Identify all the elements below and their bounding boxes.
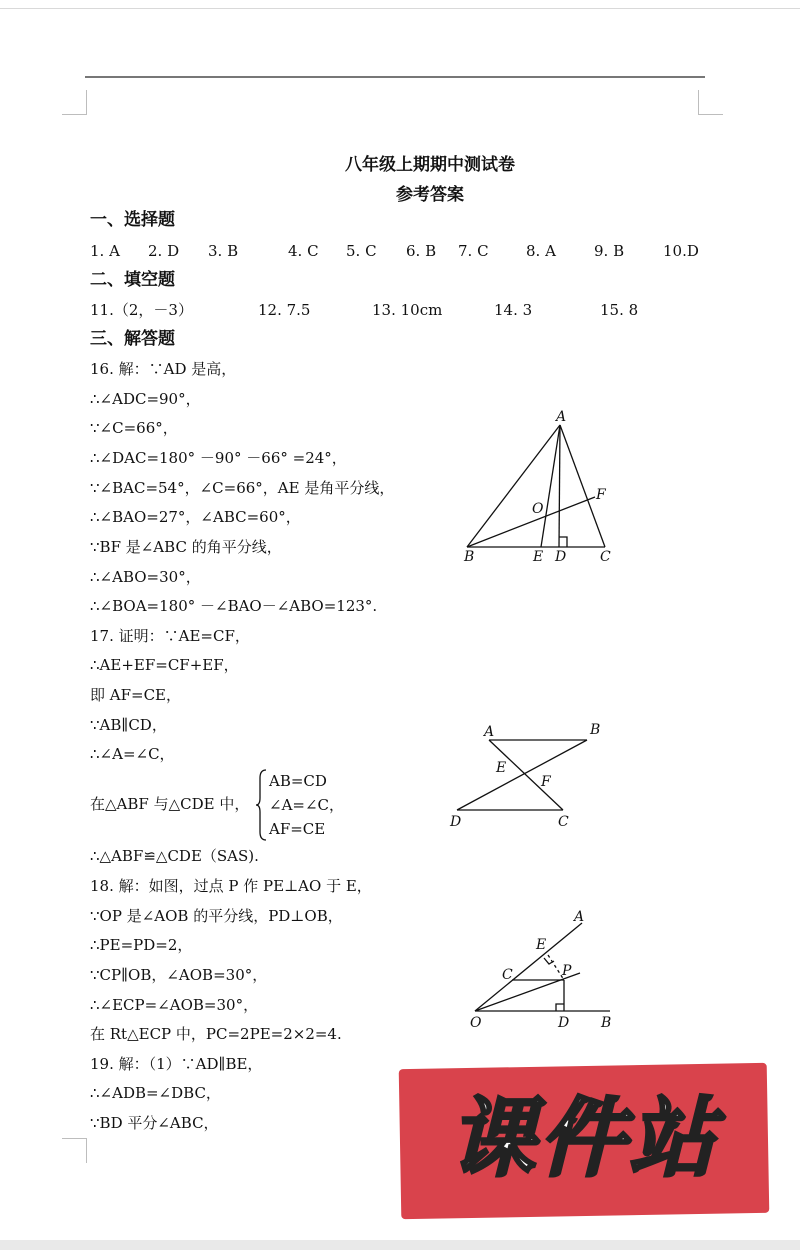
label-a: A xyxy=(484,724,495,740)
figure-triangle-abc xyxy=(455,405,625,570)
label-b: B xyxy=(601,1015,612,1031)
answer: 13. 10cm xyxy=(372,301,443,319)
answer: 1. A xyxy=(90,242,120,260)
q16-line: ∴∠BAO=27°，∠ABC=60°， xyxy=(90,508,301,526)
q18-line: ∴∠ECP=∠AOB=30°， xyxy=(90,996,259,1014)
label-b: B xyxy=(590,722,601,738)
q16-line: ∴∠BOA=180° －∠BAO－∠ABO=123°. xyxy=(90,597,378,615)
q16-line: ∵∠C=66°， xyxy=(90,419,178,437)
q16-line: ∵BF 是∠ABC 的角平分线， xyxy=(90,538,282,556)
q19-line: ∴∠ADB=∠DBC， xyxy=(90,1084,221,1102)
brace-line: AB=CD xyxy=(269,772,327,790)
label-c: C xyxy=(600,549,611,565)
watermark-logo xyxy=(400,1066,768,1216)
figure-angle-bisector xyxy=(460,905,620,1035)
answer: 7. C xyxy=(458,242,489,260)
section-fill: 二、填空题 xyxy=(90,270,175,290)
answer: 9. B xyxy=(594,242,625,260)
q17-line: ∵AB∥CD， xyxy=(90,716,167,734)
crop-mark-top-right xyxy=(698,90,723,115)
q17-brace-prefix: 在△ABF 与△CDE 中， xyxy=(90,795,250,813)
q18-line: 在 Rt△ECP 中，PC=2PE=2×2=4. xyxy=(90,1025,342,1043)
answer: 15. 8 xyxy=(600,301,639,319)
figure-crossed-triangles xyxy=(445,718,615,833)
answer: 5. C xyxy=(346,242,377,260)
label-e: E xyxy=(533,549,544,565)
q16-line: ∵∠BAC=54°，∠C=66°，AE 是角平分线， xyxy=(90,479,395,497)
q17-line: 17. 证明：∵AE=CF， xyxy=(90,627,250,645)
page-subtitle: 参考答案 xyxy=(396,185,464,205)
label-d: D xyxy=(450,814,462,830)
q18-line: ∴PE=PD=2， xyxy=(90,936,193,954)
section-solve: 三、解答题 xyxy=(90,329,175,349)
answer: 2. D xyxy=(148,242,180,260)
crop-mark-bottom-left xyxy=(62,1138,87,1163)
answer: 6. B xyxy=(406,242,437,260)
crop-mark-top-left xyxy=(62,90,87,115)
label-d: D xyxy=(555,549,567,565)
q17-line: 即 AF=CE， xyxy=(90,686,182,704)
label-c: C xyxy=(502,967,513,983)
label-e: E xyxy=(496,760,507,776)
q17-line: ∴∠A=∠C， xyxy=(90,745,175,763)
label-o: O xyxy=(470,1015,482,1031)
q19-line: 19. 解：（1）∵AD∥BE， xyxy=(90,1055,263,1073)
label-p: P xyxy=(562,963,572,979)
label-f: F xyxy=(541,774,551,790)
brace-icon xyxy=(255,768,269,842)
brace-line: AF=CE xyxy=(269,820,326,838)
q18-line: ∵CP∥OB，∠AOB=30°， xyxy=(90,966,268,984)
answer: 3. B xyxy=(208,242,239,260)
brace-line: ∠A=∠C， xyxy=(269,796,345,814)
q19-line: ∵BD 平分∠ABC， xyxy=(90,1114,219,1132)
q18-line: ∵OP 是∠AOB 的平分线，PD⊥OB， xyxy=(90,907,343,925)
q17-brace-system xyxy=(255,768,375,842)
watermark-text: 课件站 xyxy=(449,1089,719,1189)
answer: 11.（2，－3） xyxy=(90,301,193,319)
label-d: D xyxy=(558,1015,570,1031)
page-top-edge xyxy=(0,8,800,9)
page-title: 八年级上期期中测试卷 xyxy=(345,155,515,175)
q16-line: ∴∠ABO=30°， xyxy=(90,568,201,586)
label-e: E xyxy=(536,937,547,953)
label-o: O xyxy=(532,501,544,517)
header-rule xyxy=(85,76,705,78)
q17-line: ∴AE+EF=CF+EF， xyxy=(90,656,239,674)
answer: 14. 3 xyxy=(494,301,533,319)
label-a: A xyxy=(574,909,585,925)
answer: 12. 7.5 xyxy=(258,301,311,319)
label-a: A xyxy=(556,409,567,425)
q18-line: 18. 解：如图，过点 P 作 PE⊥AO 于 E， xyxy=(90,877,372,895)
label-b: B xyxy=(464,549,475,565)
q16-line: ∴∠DAC=180° －90° －66° =24°， xyxy=(90,449,347,467)
q16-line: ∴∠ADC=90°， xyxy=(90,390,201,408)
answer: 4. C xyxy=(288,242,319,260)
q16-line: 16. 解：∵AD 是高， xyxy=(90,360,237,378)
answer: 8. A xyxy=(526,242,556,260)
label-c: C xyxy=(558,814,569,830)
answer: 10.D xyxy=(663,242,699,260)
page-bottom-edge xyxy=(0,1240,800,1250)
q17-conclusion: ∴△ABF≌△CDE（SAS). xyxy=(90,847,259,865)
section-choice: 一、选择题 xyxy=(90,210,175,230)
label-f: F xyxy=(596,487,606,503)
